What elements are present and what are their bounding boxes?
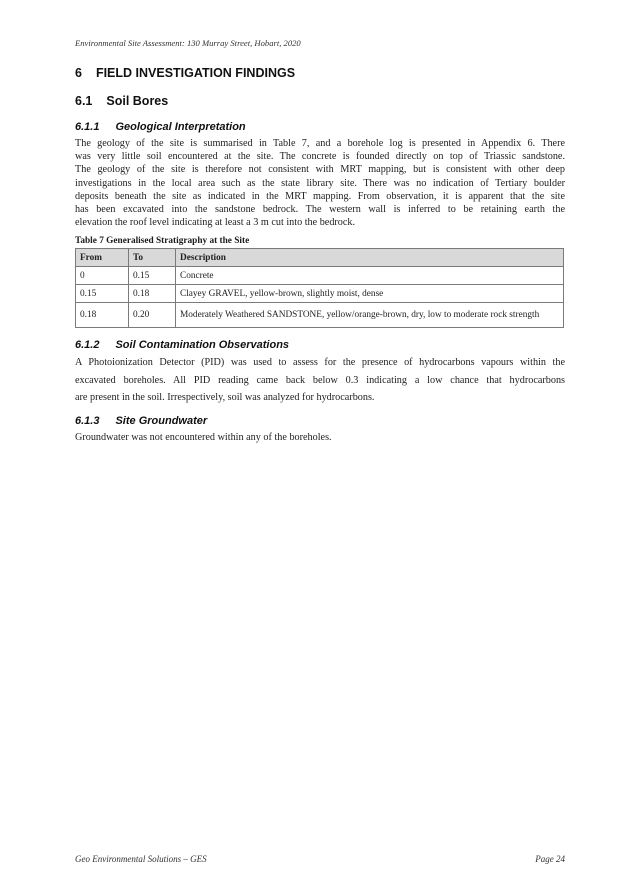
groundwater-number: 6.1.3	[75, 415, 100, 427]
cell-description: Moderately Weathered SANDSTONE, yellow/orange-brown, dry, low to moderate rock strength	[176, 303, 564, 328]
geo-line: has been excavated into the sandstone bedrock. The western wall is inferred to be retaining earth the	[75, 203, 565, 215]
geo-line: elevation the roof level indicating at least a 3 m cut into the bedrock.	[75, 217, 356, 229]
geo-line: The geology of the site is summarised in Table 7, and a borehole log is presented in Appendix 6. There	[75, 138, 565, 149]
table-row	[76, 303, 564, 328]
geo-line: deposits beneath the site as indicated in the MRT mapping. From observation, it is apparent that the site	[75, 190, 565, 202]
site-groundwater-paragraph	[75, 431, 565, 444]
contam-title: Soil Contamination Observations	[115, 339, 290, 351]
geo-line: was very little soil encountered at the site. The concrete is founded directly on top of Triassic sandstone.	[75, 151, 565, 163]
cell-description: Concrete	[176, 267, 564, 285]
header-to: To	[129, 249, 176, 267]
subsection-title: Soil Bores	[106, 94, 169, 108]
subsection-heading	[75, 94, 168, 108]
cell-to: 0.15	[129, 267, 176, 285]
section-title: FIELD INVESTIGATION FINDINGS	[95, 66, 296, 80]
footer-company: Geo Environmental Solutions – GES	[75, 854, 207, 864]
page-header: Environmental Site Assessment: 130 Murray Street, Hobart, 2020	[75, 38, 301, 48]
cell-to: 0.20	[129, 303, 176, 328]
subsection-number: 6.1	[75, 94, 93, 108]
cell-from: 0	[76, 267, 129, 285]
groundwater-title: Site Groundwater	[115, 415, 208, 427]
geological-interpretation-heading	[75, 121, 246, 133]
cell-description: Clayey GRAVEL, yellow-brown, slightly moist, dense	[176, 285, 564, 303]
soil-contamination-heading	[75, 339, 289, 351]
geological-interpretation-paragraph	[75, 137, 565, 229]
table-row	[76, 267, 564, 285]
section-number: 6	[75, 66, 82, 80]
contam-line: are present in the soil. Irrespectively, soil was analyzed for hydrocarbons.	[75, 392, 375, 403]
footer-page-number: Page 24	[535, 854, 565, 864]
contam-line: excavated boreholes. All PID reading came back below 0.3 indicating a low chance that hydrocarbons	[75, 374, 565, 386]
stratigraphy-table	[75, 248, 564, 328]
table-caption: Table 7 Generalised Stratigraphy at the Site	[75, 236, 250, 246]
groundwater-line: Groundwater was not encountered within any of the boreholes.	[75, 432, 332, 443]
geo-title: Geological Interpretation	[115, 121, 246, 133]
cell-from: 0.15	[76, 285, 129, 303]
section-heading	[75, 66, 295, 80]
header-description: Description	[176, 249, 564, 267]
geo-line: The geology of the site is therefore not consistent with MRT mapping, but is consistent with other deep	[75, 164, 565, 176]
table-header-row	[76, 249, 564, 267]
geo-number: 6.1.1	[75, 121, 100, 133]
table-row	[76, 285, 564, 303]
header-from: From	[76, 249, 129, 267]
soil-contamination-paragraph	[75, 354, 565, 407]
geo-line: investigations in the local area such as the state library site. There was no indication of Tertiary boulder	[75, 177, 565, 189]
cell-to: 0.18	[129, 285, 176, 303]
contam-line: A Photoionization Detector (PID) was used to assess for the presence of hydrocarbons vapours within the	[75, 357, 565, 368]
cell-from: 0.18	[76, 303, 129, 328]
contam-number: 6.1.2	[75, 339, 100, 351]
site-groundwater-heading	[75, 415, 207, 427]
